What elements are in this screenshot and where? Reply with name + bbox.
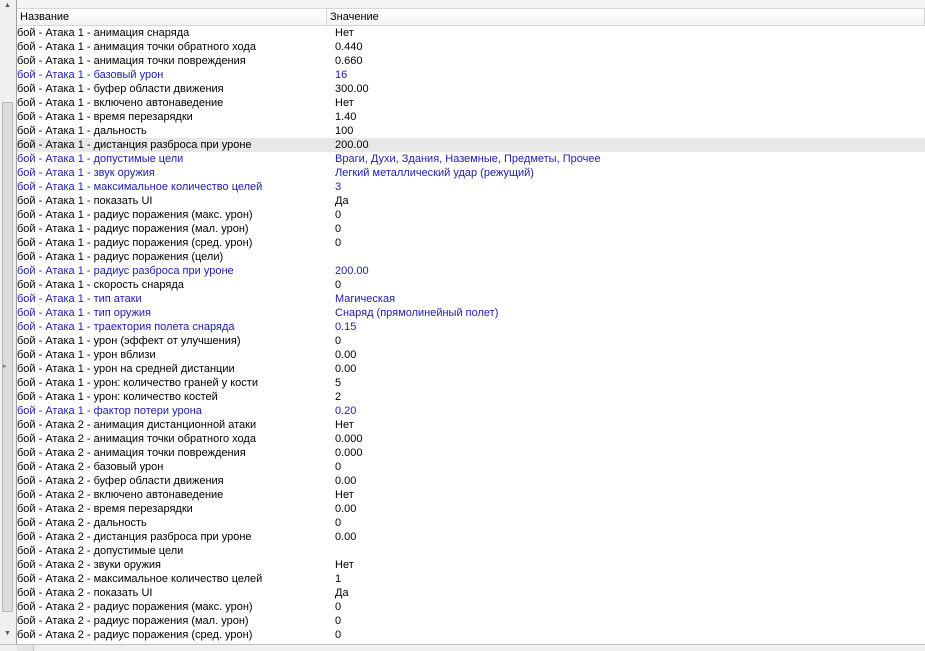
property-value[interactable]: 0 xyxy=(335,615,342,627)
property-name: бой - Атака 1 - дистанция разброса при уроне xyxy=(17,139,252,151)
property-value[interactable]: 0.440 xyxy=(335,41,363,53)
table-row[interactable] xyxy=(17,292,925,306)
table-row[interactable] xyxy=(17,446,925,460)
table-row[interactable] xyxy=(17,628,925,642)
property-name: бой - Атака 2 - показать UI xyxy=(17,587,153,599)
property-value[interactable]: 0 xyxy=(335,209,342,221)
property-value[interactable]: Нет xyxy=(335,419,354,431)
column-header-value[interactable]: Значение xyxy=(327,9,925,25)
property-name: бой - Атака 1 - базовый урон xyxy=(17,69,164,81)
property-value[interactable]: Снаряд (прямолинейный полет) xyxy=(335,307,499,319)
table-row[interactable] xyxy=(17,110,925,124)
property-value[interactable]: 1 xyxy=(335,573,342,585)
table-row[interactable] xyxy=(17,544,925,558)
scroll-down-arrow-icon[interactable]: ▼ xyxy=(4,630,11,637)
object-properties-grid xyxy=(17,0,925,650)
table-row[interactable] xyxy=(17,460,925,474)
property-value[interactable]: 0 xyxy=(335,601,342,613)
table-row[interactable] xyxy=(17,138,925,152)
property-name: бой - Атака 2 - радиус поражения (сред. урон) xyxy=(17,629,253,641)
property-name: бой - Атака 1 - урон: количество граней у кости xyxy=(17,377,258,389)
property-name: бой - Атака 2 - базовый урон xyxy=(17,461,164,473)
property-value[interactable]: 1.40 xyxy=(335,111,357,123)
property-name: бой - Атака 1 - анимация снаряда xyxy=(17,27,190,39)
property-value[interactable]: 0.000 xyxy=(335,447,363,459)
property-value[interactable]: 300.00 xyxy=(335,83,369,95)
property-name: бой - Атака 1 - показать UI xyxy=(17,195,153,207)
grid-top-edge xyxy=(17,0,925,9)
property-name: бой - Атака 1 - дальность xyxy=(17,125,147,137)
table-row[interactable] xyxy=(17,208,925,222)
table-row[interactable] xyxy=(17,264,925,278)
property-value[interactable]: Враги, Духи, Здания, Наземные, Предметы, Прочее xyxy=(335,153,601,165)
property-value[interactable]: 0 xyxy=(335,223,342,235)
property-value[interactable]: Легкий металлический удар (режущий) xyxy=(335,167,534,179)
property-name: бой - Атака 2 - допустимые цели xyxy=(17,545,184,557)
property-value[interactable]: 2 xyxy=(335,391,342,403)
property-name: бой - Атака 1 - радиус поражения (сред. урон) xyxy=(17,237,253,249)
property-value[interactable]: 16 xyxy=(335,69,348,81)
property-value[interactable]: 0.00 xyxy=(335,349,357,361)
splitter-grip-icon[interactable]: ▸ xyxy=(3,363,7,370)
property-name: бой - Атака 1 - радиус поражения (макс. урон) xyxy=(17,209,253,221)
property-value[interactable]: Нет xyxy=(335,97,354,109)
table-row[interactable] xyxy=(17,404,925,418)
table-row[interactable] xyxy=(17,586,925,600)
table-row[interactable] xyxy=(17,54,925,68)
property-name: бой - Атака 1 - радиус поражения (цели) xyxy=(17,251,224,263)
property-name: бой - Атака 1 - урон вблизи xyxy=(17,349,156,361)
table-row[interactable] xyxy=(17,250,925,264)
table-row[interactable] xyxy=(17,502,925,516)
table-row[interactable] xyxy=(17,124,925,138)
table-row[interactable] xyxy=(17,68,925,82)
property-name: бой - Атака 2 - анимация дистанционной атаки xyxy=(17,419,257,431)
table-row[interactable] xyxy=(17,278,925,292)
property-value[interactable]: 100 xyxy=(335,125,354,137)
table-row[interactable] xyxy=(17,516,925,530)
property-name: бой - Атака 1 - анимация точки обратного хода xyxy=(17,41,256,53)
property-value[interactable]: 0.00 xyxy=(335,503,357,515)
property-name: бой - Атака 1 - буфер области движения xyxy=(17,83,224,95)
property-name: бой - Атака 2 - радиус поражения (мал. урон) xyxy=(17,615,249,627)
property-value[interactable]: 0 xyxy=(335,517,342,529)
property-name: бой - Атака 1 - анимация точки повреждения xyxy=(17,55,246,67)
property-name: бой - Атака 2 - включено автонаведение xyxy=(17,489,224,501)
table-row[interactable] xyxy=(17,488,925,502)
property-name: бой - Атака 1 - допустимые цели xyxy=(17,153,184,165)
property-name: бой - Атака 2 - анимация точки обратного хода xyxy=(17,433,256,445)
property-value[interactable]: 0 xyxy=(335,629,342,641)
property-name: бой - Атака 1 - фактор потери урона xyxy=(17,405,202,417)
property-value[interactable]: Нет xyxy=(335,559,354,571)
property-value[interactable]: 0 xyxy=(335,461,342,473)
property-value[interactable]: 0.00 xyxy=(335,531,357,543)
table-row[interactable] xyxy=(17,334,925,348)
property-value[interactable]: 0.15 xyxy=(335,321,357,333)
property-value[interactable]: Нет xyxy=(335,489,354,501)
table-row[interactable] xyxy=(17,390,925,404)
property-value[interactable]: 0.000 xyxy=(335,433,363,445)
scroll-up-arrow-icon[interactable]: ▲ xyxy=(4,2,11,9)
property-name: бой - Атака 1 - тип атаки xyxy=(17,293,142,305)
property-value[interactable]: 0.00 xyxy=(335,475,357,487)
table-row[interactable] xyxy=(17,376,925,390)
property-value[interactable]: 200.00 xyxy=(335,265,369,277)
table-row[interactable] xyxy=(17,320,925,334)
table-row[interactable] xyxy=(17,348,925,362)
grid-header xyxy=(17,9,925,26)
table-row[interactable] xyxy=(17,166,925,180)
scrollbar-thumb[interactable] xyxy=(2,102,13,612)
table-row[interactable] xyxy=(17,306,925,320)
property-name: бой - Атака 1 - максимальное количество целей xyxy=(17,181,263,193)
property-value[interactable]: 0 xyxy=(335,335,342,347)
property-name: бой - Атака 2 - буфер области движения xyxy=(17,475,224,487)
property-name: бой - Атака 1 - время перезарядки xyxy=(17,111,193,123)
property-value[interactable]: 0 xyxy=(335,237,342,249)
table-row[interactable] xyxy=(17,362,925,376)
scroll-left-button[interactable] xyxy=(17,645,34,651)
property-value[interactable]: Нет xyxy=(335,27,354,39)
property-name: бой - Атака 1 - урон на средней дистанции xyxy=(17,363,235,375)
column-header-name[interactable]: Название xyxy=(17,9,327,25)
left-panel-scrollbar[interactable] xyxy=(0,0,17,650)
table-row[interactable] xyxy=(17,558,925,572)
property-name: бой - Атака 2 - звуки оружия xyxy=(17,559,161,571)
table-row[interactable] xyxy=(17,40,925,54)
property-name: бой - Атака 1 - урон: количество костей xyxy=(17,391,218,403)
property-value[interactable]: 200.00 xyxy=(335,139,369,151)
property-value[interactable]: Да xyxy=(335,587,349,599)
property-value[interactable]: 0 xyxy=(335,279,342,291)
property-name: бой - Атака 2 - радиус поражения (макс. урон) xyxy=(17,601,253,613)
property-name: бой - Атака 2 - максимальное количество целей xyxy=(17,573,263,585)
table-row[interactable] xyxy=(17,530,925,544)
table-row[interactable] xyxy=(17,432,925,446)
property-name: бой - Атака 1 - радиус поражения (мал. урон) xyxy=(17,223,249,235)
table-row[interactable] xyxy=(17,194,925,208)
property-name: бой - Атака 2 - дальность xyxy=(17,517,147,529)
property-name: бой - Атака 1 - траектория полета снаряда xyxy=(17,321,235,333)
table-row[interactable] xyxy=(17,82,925,96)
property-value[interactable]: 0.20 xyxy=(335,405,357,417)
property-value[interactable]: 0.00 xyxy=(335,363,357,375)
property-value[interactable]: 0.660 xyxy=(335,55,363,67)
property-name: бой - Атака 1 - звук оружия xyxy=(17,167,155,179)
table-row[interactable] xyxy=(17,572,925,586)
property-name: бой - Атака 1 - включено автонаведение xyxy=(17,97,224,109)
table-row[interactable] xyxy=(17,474,925,488)
table-row[interactable] xyxy=(17,614,925,628)
property-value[interactable]: 3 xyxy=(335,181,342,193)
table-row[interactable] xyxy=(17,236,925,250)
property-name: бой - Атака 2 - время перезарядки xyxy=(17,503,193,515)
property-value[interactable]: Да xyxy=(335,195,349,207)
property-name: бой - Атака 1 - скорость снаряда xyxy=(17,279,184,291)
property-value[interactable]: 5 xyxy=(335,377,342,389)
property-name: бой - Атака 1 - радиус разброса при уроне xyxy=(17,265,234,277)
property-name: бой - Атака 2 - анимация точки повреждения xyxy=(17,447,246,459)
grid-rows xyxy=(17,26,925,642)
table-row[interactable] xyxy=(17,222,925,236)
table-row[interactable] xyxy=(17,180,925,194)
table-row[interactable] xyxy=(17,96,925,110)
property-name: бой - Атака 1 - урон (эффект от улучшения) xyxy=(17,335,241,347)
table-row[interactable] xyxy=(17,152,925,166)
property-name: бой - Атака 1 - тип оружия xyxy=(17,307,151,319)
property-value[interactable]: Магическая xyxy=(335,293,396,305)
table-row[interactable] xyxy=(17,600,925,614)
table-row[interactable] xyxy=(17,26,925,40)
property-name: бой - Атака 2 - дистанция разброса при уроне xyxy=(17,531,252,543)
table-row[interactable] xyxy=(17,418,925,432)
